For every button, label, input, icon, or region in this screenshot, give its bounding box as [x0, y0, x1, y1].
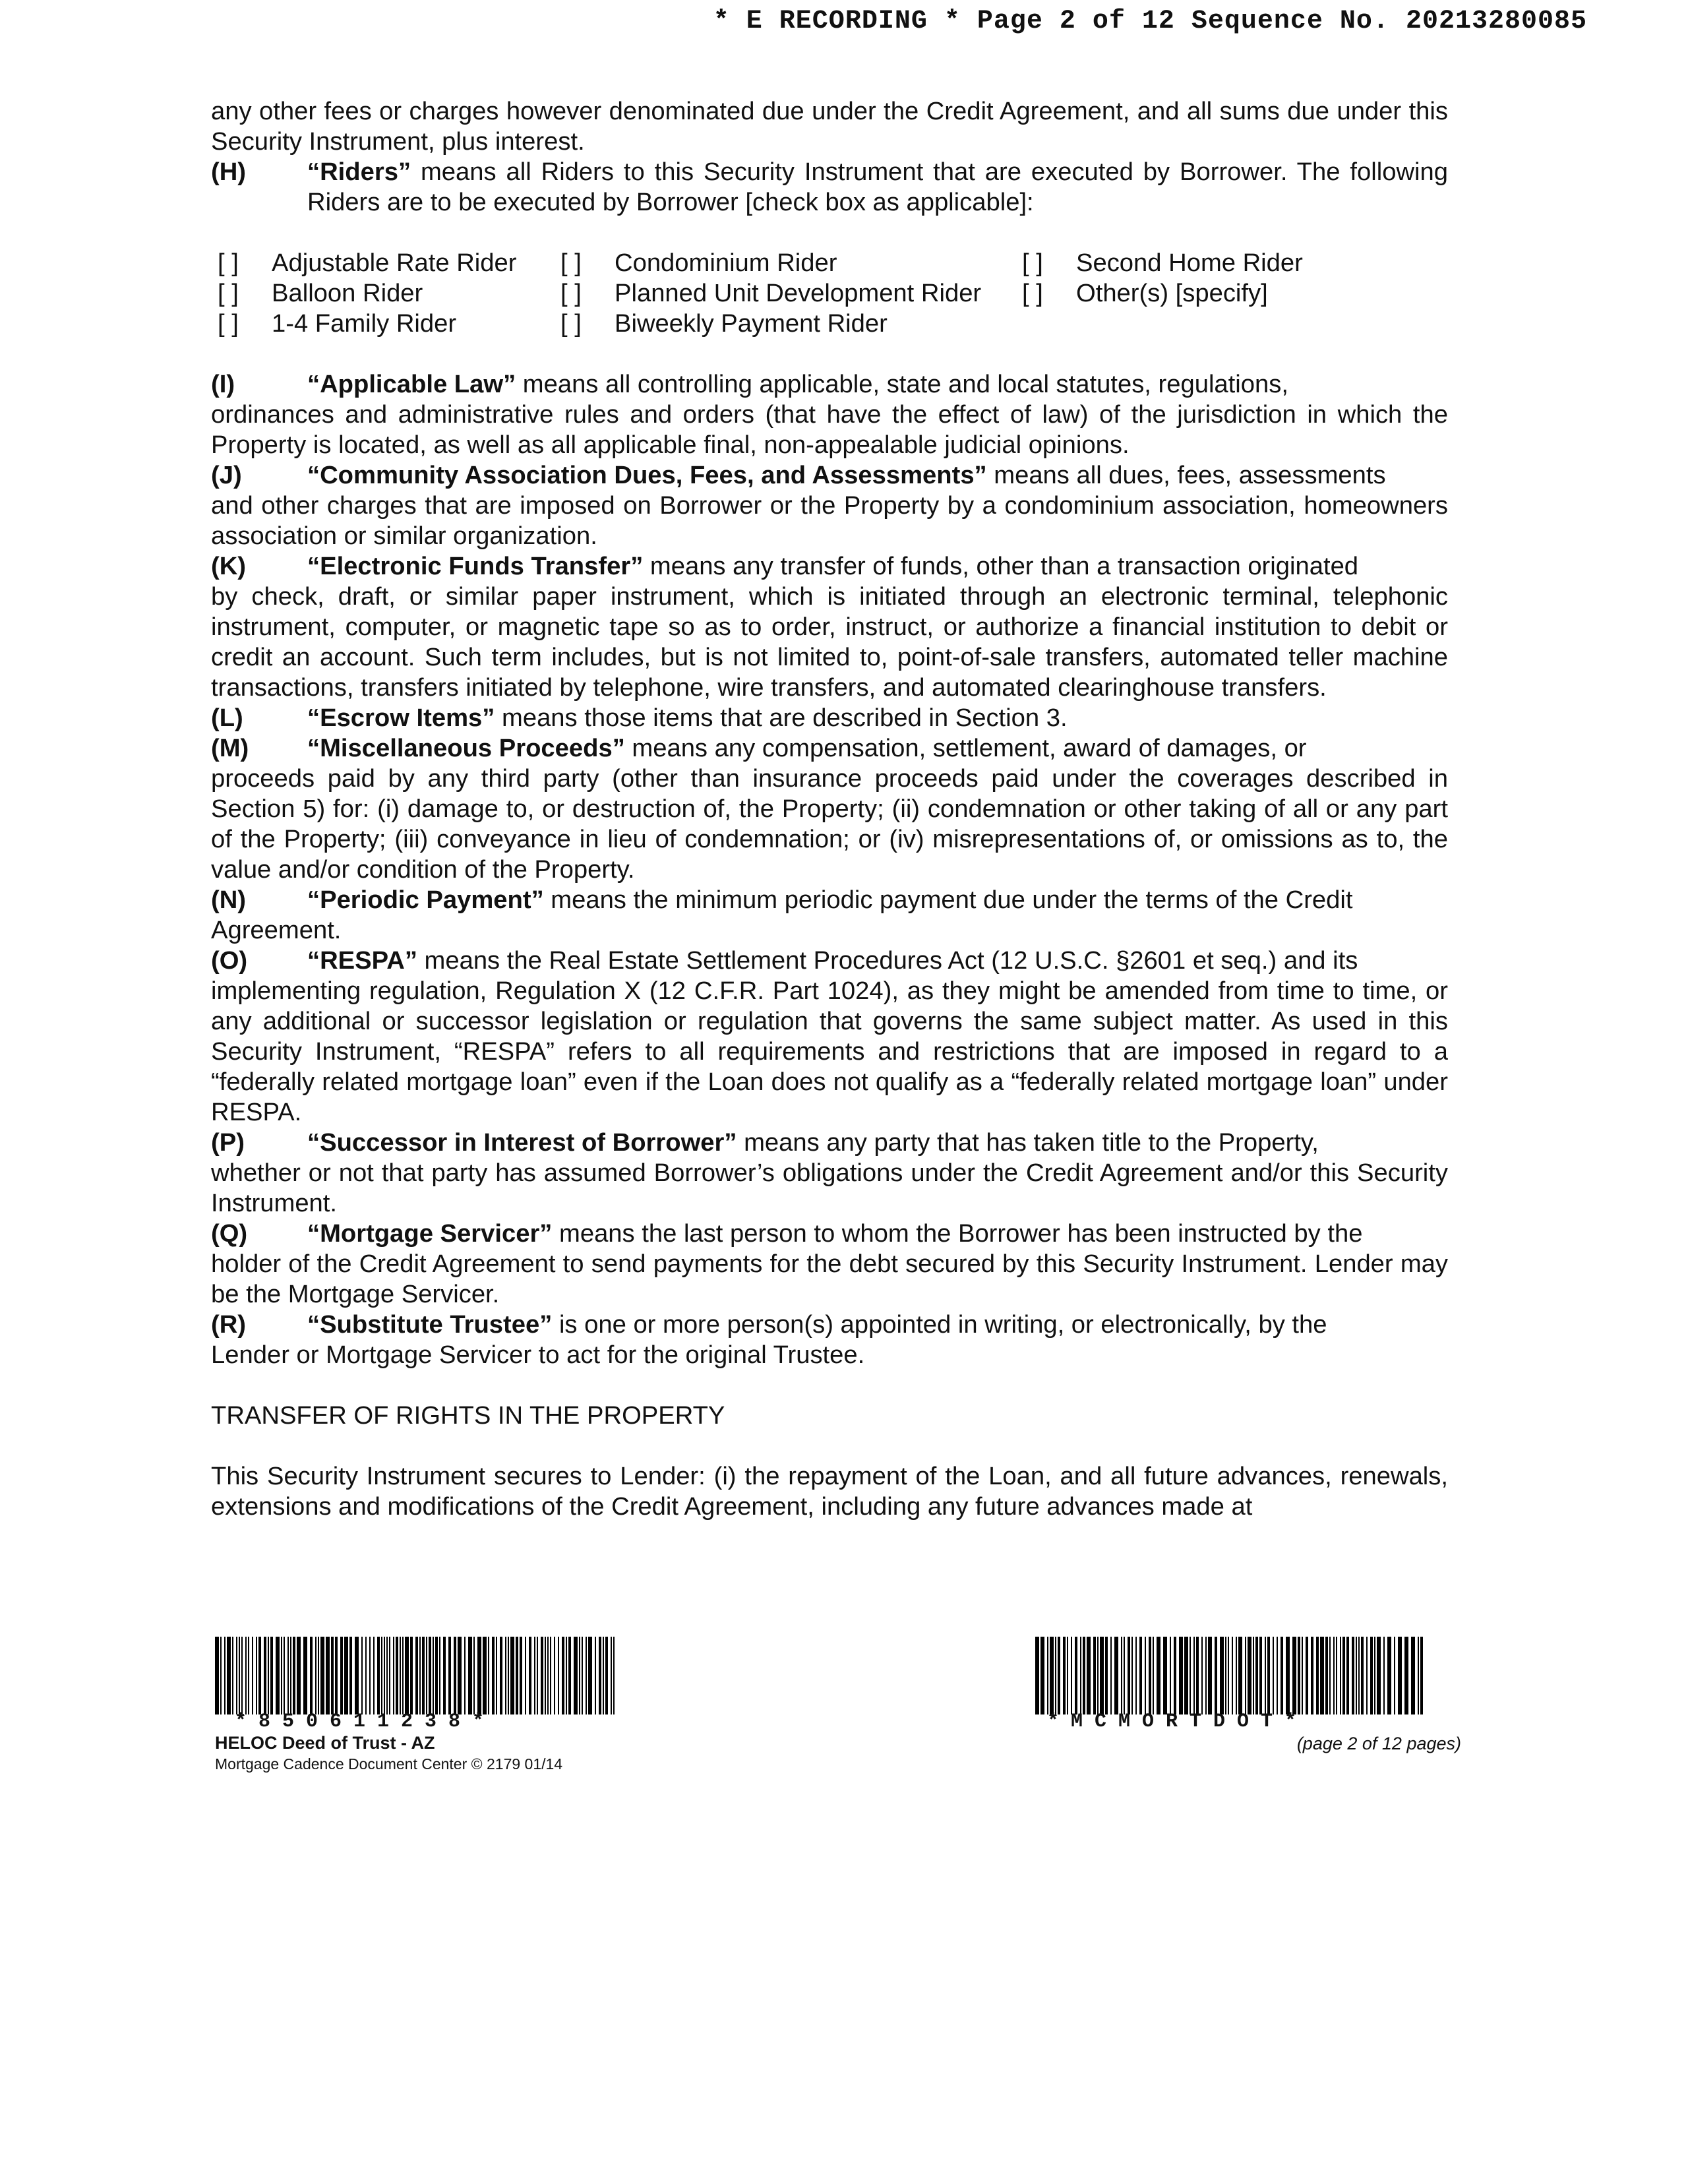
rider-option[interactable] — [211, 248, 554, 278]
barcode-bar — [1047, 1637, 1048, 1714]
barcode-bar — [1404, 1637, 1408, 1714]
barcode-bar — [1225, 1637, 1226, 1714]
barcode-bar — [396, 1637, 398, 1714]
barcode-bar — [588, 1637, 592, 1714]
definition-text: means any party that has taken title to the Property, — [737, 1128, 1319, 1157]
definition-label: (Q) — [211, 1219, 248, 1248]
barcode-bar — [554, 1637, 555, 1714]
definition-first-line — [307, 1310, 1448, 1340]
barcode-bar — [1110, 1637, 1112, 1714]
barcode-bar — [1238, 1637, 1242, 1714]
barcode-bar — [1411, 1637, 1415, 1714]
barcode-bar — [1220, 1637, 1224, 1714]
footer-right — [1035, 1637, 1464, 1754]
barcode-bar — [1121, 1637, 1122, 1714]
definition-term: “Substitute Trustee” — [307, 1310, 553, 1339]
barcode-bar — [310, 1637, 313, 1714]
barcode-bar — [1273, 1637, 1274, 1714]
recording-header: * E RECORDING * Page 2 of 12 Sequence No. 20213280085 — [713, 7, 1587, 36]
barcode-bar — [1205, 1637, 1207, 1714]
definition-term: “Miscellaneous Proceeds” — [307, 734, 625, 762]
barcode-bar — [603, 1637, 604, 1714]
barcode-bar — [505, 1637, 506, 1714]
barcode-bar — [1055, 1637, 1056, 1714]
definition-term: “Successor in Interest of Borrower” — [307, 1128, 737, 1157]
document-body — [211, 96, 1448, 1522]
definition-first-line — [307, 946, 1448, 976]
definition-continuation: and other charges that are imposed on Borrower or the Property by a condominium association, homeowners association or similar organization. — [211, 491, 1448, 550]
barcode-bar — [1333, 1637, 1335, 1714]
barcode-bar — [547, 1637, 549, 1714]
barcode-bar — [541, 1637, 543, 1714]
barcode-bar — [562, 1637, 564, 1714]
barcode-bar — [1366, 1637, 1368, 1714]
barcode-bar — [1374, 1637, 1375, 1714]
barcode-bar — [335, 1637, 338, 1714]
barcode-bar — [458, 1637, 462, 1714]
definition-first-line — [307, 733, 1448, 764]
rider-label: Condominium Rider — [615, 249, 837, 277]
barcode-bar — [410, 1637, 413, 1714]
barcode-bar — [256, 1637, 257, 1714]
definition-text: means any transfer of funds, other than a transaction originated — [643, 552, 1359, 580]
definition-item — [211, 703, 1448, 733]
rider-checkbox[interactable]: [ ] — [1022, 279, 1043, 307]
definition-continuation: Agreement. — [211, 916, 342, 944]
barcode-bar — [248, 1637, 249, 1714]
barcode-bar — [252, 1637, 253, 1714]
barcode-bar — [464, 1637, 466, 1714]
definition-item — [211, 1128, 1448, 1158]
barcode-bar — [297, 1637, 301, 1714]
barcode-bar — [586, 1637, 587, 1714]
document-title: HELOC Deed of Trust - AZ — [215, 1733, 435, 1753]
barcode-bar — [400, 1637, 401, 1714]
barcode-bar — [384, 1637, 385, 1714]
barcode-bar — [1157, 1637, 1160, 1714]
barcode-bar — [284, 1637, 285, 1714]
barcode-bar — [488, 1637, 489, 1714]
definition-first-line — [307, 157, 1448, 218]
rider-option[interactable] — [554, 248, 1015, 278]
definition-continuation: Lender or Mortgage Servicer to act for the original Trustee. — [211, 1341, 865, 1369]
definition-continuation: by check, draft, or similar paper instrument, which is initiated through an electronic terminal, telephonic instrument, computer, or magnetic tape so as to order, instruct, or authorize a financial institution to debit or credit an account. Such term includes, but is not limited to, point-of-sale transfers, automated teller machine transactions, transfers initiated by telephone, wire transfers, and automated clearinghouse transfers. — [211, 582, 1448, 702]
barcode-bar — [599, 1637, 601, 1714]
barcode-bar — [1035, 1637, 1039, 1714]
barcode-bar — [483, 1637, 487, 1714]
barcode-bar — [1114, 1637, 1118, 1714]
barcode-bar — [1174, 1637, 1176, 1714]
definition-label: (M) — [211, 734, 249, 762]
rider-label: Second Home Rider — [1076, 249, 1303, 277]
barcode-bar — [1128, 1637, 1130, 1714]
barcode-bar — [287, 1637, 289, 1714]
intro-paragraph: any other fees or charges however denominated due under the Credit Agreement, and all sums due under this Security Instrument, plus interest. — [211, 97, 1448, 156]
rider-checkbox[interactable]: [ ] — [560, 249, 582, 277]
barcode-bar — [1398, 1637, 1402, 1714]
footer-left — [215, 1637, 624, 1775]
definition-text: means all Riders to this Security Instrument that are executed by Borrower. The following Riders are to be executed by Borrower [check box as applicable]: — [307, 158, 1448, 216]
rider-label: Other(s) [specify] — [1076, 279, 1268, 307]
definition-continuation: holder of the Credit Agreement to send payments for the debt secured by this Security Instrument. Lender may be the Mortgage Servicer. — [211, 1250, 1448, 1308]
barcode-bar — [1356, 1637, 1357, 1714]
barcode-bar — [227, 1637, 231, 1714]
barcode-bar — [1383, 1637, 1385, 1714]
barcode-bar — [582, 1637, 583, 1714]
barcode-bar — [1083, 1637, 1085, 1714]
barcode-bar — [303, 1637, 307, 1714]
barcode-bar — [264, 1637, 266, 1714]
definition-continuation: whether or not that party has assumed Borrower’s obligations under the Credit Agreement and/or this Security Instrument. — [211, 1159, 1448, 1217]
rider-label: Biweekly Payment Rider — [615, 309, 888, 338]
barcode-bar — [1387, 1637, 1391, 1714]
barcode-bar — [1281, 1637, 1283, 1714]
definition-label: (L) — [211, 704, 243, 732]
barcode-bar — [215, 1637, 219, 1714]
barcode-bar — [422, 1637, 425, 1714]
barcode-bar — [448, 1637, 451, 1714]
barcode-bar — [268, 1637, 269, 1714]
barcode-bar — [290, 1637, 291, 1714]
definition-first-line — [307, 369, 1448, 400]
barcode-bar — [443, 1637, 446, 1714]
barcode-bar — [1105, 1637, 1108, 1714]
definition-term: “Community Association Dues, Fees, and Assessments” — [307, 461, 987, 489]
barcode-bar — [381, 1637, 382, 1714]
rider-option[interactable] — [211, 309, 554, 339]
barcode-bar — [1170, 1637, 1171, 1714]
barcode-bar — [1040, 1637, 1044, 1714]
barcode-bar — [1228, 1637, 1229, 1714]
barcode-bar — [435, 1637, 438, 1714]
definition-item — [211, 946, 1448, 976]
barcode-bar — [1131, 1637, 1133, 1714]
barcode-bar — [1124, 1637, 1125, 1714]
barcode-bar — [1067, 1637, 1068, 1714]
barcode-bar — [525, 1637, 526, 1714]
barcode-bar — [1071, 1637, 1072, 1714]
rider-checkbox[interactable]: [ ] — [218, 279, 239, 307]
barcode-bar — [419, 1637, 421, 1714]
page-indicator: (page 2 of 12 pages) — [1296, 1734, 1461, 1753]
barcode-bar — [1093, 1637, 1096, 1714]
barcode-bar — [613, 1637, 615, 1714]
barcode-bar — [239, 1637, 240, 1714]
barcode-bar — [1346, 1637, 1349, 1714]
barcode-bar — [558, 1637, 559, 1714]
barcode-bar — [1253, 1637, 1254, 1714]
barcode-bar — [1358, 1637, 1360, 1714]
barcode-bar — [281, 1637, 282, 1714]
barcode-bar — [220, 1637, 222, 1714]
barcode-bar — [241, 1637, 243, 1714]
barcode-bar — [1316, 1637, 1319, 1714]
barcode-bar — [1196, 1637, 1199, 1714]
loan-barcode-text: *850611238* — [235, 1711, 497, 1733]
barcode-bar — [1418, 1637, 1419, 1714]
barcode-bar — [1302, 1637, 1303, 1714]
barcode-bar — [477, 1637, 481, 1714]
rider-option[interactable] — [1015, 278, 1448, 309]
rider-option[interactable] — [554, 278, 1015, 309]
loan-barcode — [215, 1637, 624, 1714]
rider-option[interactable] — [211, 278, 554, 309]
barcode-bar — [258, 1637, 261, 1714]
barcode-bar — [1265, 1637, 1266, 1714]
definition-term: “Riders” — [307, 158, 411, 186]
barcode-bar — [1320, 1637, 1324, 1714]
definition-first-line — [307, 1219, 1448, 1249]
barcode-bar — [1292, 1637, 1296, 1714]
barcode-bar — [293, 1637, 295, 1714]
definition-item — [211, 885, 1448, 915]
definition-text: means the minimum periodic payment due under the terms of the Credit — [543, 886, 1353, 914]
barcode-bar — [232, 1637, 233, 1714]
barcode-bar — [377, 1637, 380, 1714]
barcode-bar — [1215, 1637, 1217, 1714]
form-barcode-text: *MCMORTDOT* — [1047, 1711, 1309, 1733]
rider-checkbox[interactable]: [ ] — [1022, 249, 1043, 277]
definition-item — [211, 369, 1448, 400]
definition-first-line — [307, 703, 1448, 733]
barcode-bar — [1100, 1637, 1104, 1714]
rider-option[interactable] — [554, 309, 1015, 339]
definition-first-line — [307, 1128, 1448, 1158]
riders-checklist — [211, 248, 1448, 339]
barcode-bar — [520, 1637, 522, 1714]
barcode-bar — [605, 1637, 608, 1714]
barcode-bar — [1255, 1637, 1258, 1714]
barcode-bar — [496, 1637, 497, 1714]
definition-text: is one or more person(s) appointed in writing, or electronically, by the — [552, 1310, 1327, 1339]
definition-continuation: proceeds paid by any third party (other than insurance proceeds paid under the coverages described in Section 5) for: (i) damage to, or destruction of, the Property; (ii) condemnation or other taking of all or any part of the Property; (iii) conveyance in lieu of condemnation; or (iv) misrepresentations of, or omissions as to, the value and/or condition of the Property. — [211, 764, 1448, 884]
definition-term: “Electronic Funds Transfer” — [307, 552, 644, 580]
barcode-bar — [331, 1637, 334, 1714]
barcode-bar — [1361, 1637, 1364, 1714]
barcode-bar — [439, 1637, 440, 1714]
barcode-bar — [361, 1637, 363, 1714]
rider-checkbox[interactable]: [ ] — [218, 309, 239, 338]
barcode-bar — [1306, 1637, 1308, 1714]
definition-label: (I) — [211, 370, 235, 398]
barcode-bar — [1201, 1637, 1203, 1714]
barcode-bar — [1267, 1637, 1270, 1714]
barcode-bar — [415, 1637, 418, 1714]
definition-term: “Escrow Items” — [307, 704, 495, 732]
barcode-bar — [508, 1637, 509, 1714]
barcode-bar — [611, 1637, 612, 1714]
barcode-bar — [473, 1637, 475, 1714]
barcode-bar — [340, 1637, 343, 1714]
barcode-bar — [1420, 1637, 1423, 1714]
definition-first-line — [307, 460, 1448, 491]
barcode-bar — [1145, 1637, 1146, 1714]
barcode-bar — [349, 1637, 352, 1714]
definition-text: means those items that are described in Section 3. — [495, 704, 1068, 732]
barcode-bar — [550, 1637, 551, 1714]
document-source: Mortgage Cadence Document Center © 2179 01/14 — [215, 1755, 563, 1773]
barcode-bar — [276, 1637, 280, 1714]
barcode-bar — [568, 1637, 571, 1714]
barcode-bar — [1080, 1637, 1081, 1714]
barcode-bar — [369, 1637, 371, 1714]
barcode-bar — [1329, 1637, 1331, 1714]
barcode-bar — [1075, 1637, 1077, 1714]
definition-first-line — [307, 551, 1448, 582]
barcode-bar — [1342, 1637, 1345, 1714]
barcode-bar — [320, 1637, 324, 1714]
barcode-bar — [326, 1637, 330, 1714]
definition-item — [211, 1310, 1448, 1340]
definition-continuation: ordinances and administrative rules and orders (that have the effect of law) of the jurisdiction in which the Property is located, as well as all applicable final, non-appealable judicial opinions. — [211, 400, 1448, 459]
barcode-bar — [270, 1637, 273, 1714]
rider-label: Planned Unit Development Rider — [615, 279, 982, 307]
rider-label: 1-4 Family Rider — [272, 309, 457, 338]
barcode-bar — [1139, 1637, 1142, 1714]
rider-label: Adjustable Rate Rider — [272, 249, 517, 277]
definition-text: means any compensation, settlement, award of damages, or — [624, 734, 1307, 762]
barcode-bar — [1179, 1637, 1183, 1714]
definition-label: (P) — [211, 1128, 245, 1157]
barcode-bar — [1050, 1637, 1054, 1714]
barcode-bar — [426, 1637, 427, 1714]
transfer-paragraph: This Security Instrument secures to Lender: (i) the repayment of the Loan, and all future advances, renewals, extensions and modifications of the Credit Agreement, including any future advances made at — [211, 1462, 1448, 1521]
barcode-bar — [566, 1637, 567, 1714]
transfer-section-title: TRANSFER OF RIGHTS IN THE PROPERTY — [211, 1401, 725, 1430]
barcode-bar — [373, 1637, 375, 1714]
definitions-list — [211, 369, 1448, 1370]
barcode-bar — [1377, 1637, 1381, 1714]
barcode-bar — [1063, 1637, 1066, 1714]
barcode-bar — [1248, 1637, 1251, 1714]
barcode-bar — [510, 1637, 514, 1714]
barcode-bar — [224, 1637, 226, 1714]
definition-label: (H) — [211, 158, 247, 186]
barcode-bar — [1149, 1637, 1151, 1714]
barcode-bar — [389, 1637, 390, 1714]
form-barcode — [1035, 1637, 1431, 1714]
definition-item — [211, 460, 1448, 491]
definition-text: means the last person to whom the Borrower has been instructed by the — [552, 1219, 1363, 1248]
barcode-bar — [1286, 1637, 1290, 1714]
rider-checkbox[interactable]: [ ] — [218, 249, 239, 277]
barcode-bar — [454, 1637, 456, 1714]
barcode-bar — [1259, 1637, 1262, 1714]
barcode-bar — [318, 1637, 319, 1714]
definition-label: (J) — [211, 461, 242, 489]
barcode-bar — [1298, 1637, 1300, 1714]
barcode-bar — [537, 1637, 538, 1714]
rider-option[interactable] — [1015, 248, 1448, 278]
barcode-bar — [433, 1637, 434, 1714]
barcode-bar — [1311, 1637, 1313, 1714]
barcode-bar — [429, 1637, 431, 1714]
barcode-bar — [1190, 1637, 1191, 1714]
barcode-bar — [1058, 1637, 1060, 1714]
definition-first-line — [307, 885, 1448, 915]
barcode-bar — [236, 1637, 237, 1714]
barcode-bar — [386, 1637, 388, 1714]
barcode-bar — [595, 1637, 596, 1714]
barcode-bar — [1135, 1637, 1137, 1714]
barcode-bar — [534, 1637, 535, 1714]
definition-item — [211, 733, 1448, 764]
barcode-bar — [492, 1637, 495, 1714]
barcode-bar — [1232, 1637, 1233, 1714]
barcode-bar — [1340, 1637, 1341, 1714]
barcode-bar — [1370, 1637, 1373, 1714]
barcode-bar — [315, 1637, 316, 1714]
barcode-bar — [1236, 1637, 1237, 1714]
barcode-bar — [1184, 1637, 1188, 1714]
definition-label: (N) — [211, 886, 247, 914]
definition-text: means the Real Estate Settlement Procedures Act (12 U.S.C. §2601 et seq.) and its — [417, 946, 1358, 975]
barcode-bar — [1394, 1637, 1395, 1714]
barcode-bar — [500, 1637, 502, 1714]
definition-h — [211, 157, 1448, 218]
barcode-bar — [1153, 1637, 1154, 1714]
barcode-bar — [405, 1637, 409, 1714]
barcode-bar — [245, 1637, 247, 1714]
definition-term: “RESPA” — [307, 946, 417, 975]
definition-text: means all controlling applicable, state and local statutes, regulations, — [516, 370, 1288, 398]
barcode-bar — [1336, 1637, 1337, 1714]
barcode-bar — [365, 1637, 367, 1714]
barcode-bar — [468, 1637, 472, 1714]
barcode-bar — [529, 1637, 531, 1714]
definition-term: “Periodic Payment” — [307, 886, 544, 914]
barcode-bar — [1163, 1637, 1167, 1714]
barcode-bar — [1097, 1637, 1099, 1714]
barcode-bar — [1087, 1637, 1091, 1714]
barcode-bar — [545, 1637, 546, 1714]
definition-item — [211, 1219, 1448, 1249]
barcode-bar — [1277, 1637, 1278, 1714]
barcode-bar — [1208, 1637, 1212, 1714]
rider-label: Balloon Rider — [272, 279, 423, 307]
barcode-bar — [1325, 1637, 1328, 1714]
definition-text: means all dues, fees, assessments — [986, 461, 1386, 489]
definition-item — [211, 551, 1448, 582]
barcode-bar — [402, 1637, 404, 1714]
barcode-bar — [1245, 1637, 1246, 1714]
barcode-bar — [574, 1637, 578, 1714]
definition-continuation: implementing regulation, Regulation X (12 C.F.R. Part 1024), as they might be amended from time to time, or any additional or successor legislation or regulation that governs the same subject matter. As used in this Security Instrument, “RESPA” refers to all requirements and restrictions that are imposed in regard to a “federally related mortgage loan” even if the Loan does not qualify as a “federally related mortgage loan” under RESPA. — [211, 977, 1448, 1126]
definition-label: (R) — [211, 1310, 247, 1339]
rider-checkbox[interactable]: [ ] — [560, 309, 582, 338]
definition-term: “Mortgage Servicer” — [307, 1219, 553, 1248]
barcode-bar — [1193, 1637, 1195, 1714]
barcode-bar — [393, 1637, 394, 1714]
barcode-bar — [579, 1637, 580, 1714]
barcode-bar — [516, 1637, 518, 1714]
rider-checkbox[interactable]: [ ] — [560, 279, 582, 307]
definition-label: (O) — [211, 946, 248, 975]
definition-label: (K) — [211, 552, 247, 580]
barcode-bar — [344, 1637, 348, 1714]
barcode-bar — [355, 1637, 359, 1714]
definition-term: “Applicable Law” — [307, 370, 516, 398]
barcode-bar — [1352, 1637, 1354, 1714]
